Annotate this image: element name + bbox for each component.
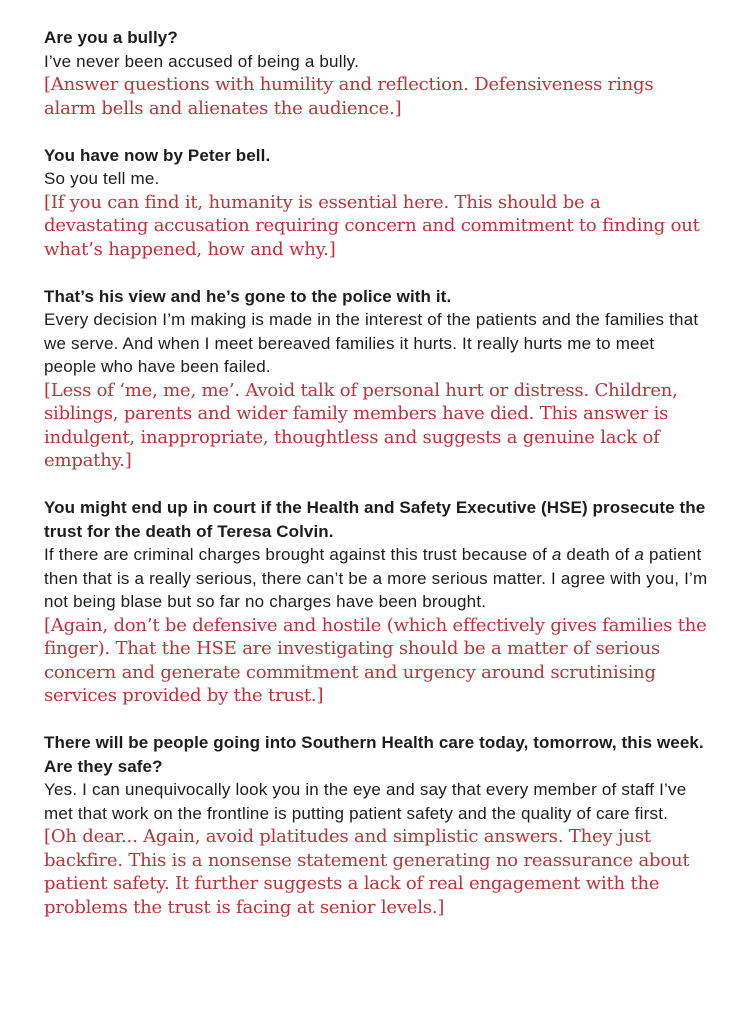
question-text: There will be people going into Southern Health care today, tomorrow, this week. Are they safe? [44, 733, 704, 776]
answer-text: Every decision I’m making is made in the interest of the patients and the families that we serve. And when I meet bereaved families it hurts. It really hurts me to meet people who have been failed. [44, 310, 699, 376]
qa-block [44, 496, 710, 708]
answer-text: I’ve never been accused of being a bully. [44, 51, 360, 71]
answer-text: If there are criminal charges brought against this trust because of a death of a patient then that is a really serious, there can’t be a more serious matter. I agree with you, I’m not being blase but so far no charges have been brought. [44, 545, 708, 611]
coach-annotation: [Less of ‘me, me, me’. Avoid talk of personal hurt or distress. Children, siblings, parents and wider family members have died. This answer is indulgent, inappropriate, thoughtless and suggests a genuine lack of empathy.] [44, 379, 678, 471]
coach-annotation: [Oh dear... Again, avoid platitudes and simplistic answers. They just backfire. This is a nonsense statement generating no reassurance about patient safety. It further suggests a lack of real engagement with the problems the trust is facing at senior levels.] [44, 826, 690, 918]
qa-block [44, 144, 710, 262]
coach-annotation: [Answer questions with humility and reflection. Defensiveness rings alarm bells and alienates the audience.] [44, 74, 654, 119]
coach-annotation: [Again, don’t be defensive and hostile (which effectively gives families the finger). That the HSE are investigating should be a matter of serious concern and generate commitment and urgency around scrutinising services provided by the trust.] [44, 614, 707, 706]
qa-block [44, 26, 710, 120]
coach-annotation: [If you can find it, humanity is essential here. This should be a devastating accusation requiring concern and commitment to finding out what’s happened, how and why.] [44, 191, 700, 260]
qa-block [44, 731, 710, 919]
question-text: Are you a bully? [44, 28, 178, 47]
question-text: You have now by Peter bell. [44, 145, 271, 165]
question-text: You might end up in court if the Health and Safety Executive (HSE) prosecute the trust for the death of Teresa Colvin. [44, 498, 706, 541]
question-text: That’s his view and he’s gone to the police with it. [44, 286, 452, 306]
qa-block [44, 285, 710, 473]
answer-text: Yes. I can unequivocally look you in the eye and say that every member of staff I’ve met that work on the frontline is putting patient safety and the quality of care first. [44, 780, 687, 823]
answer-text: So you tell me. [44, 169, 160, 188]
